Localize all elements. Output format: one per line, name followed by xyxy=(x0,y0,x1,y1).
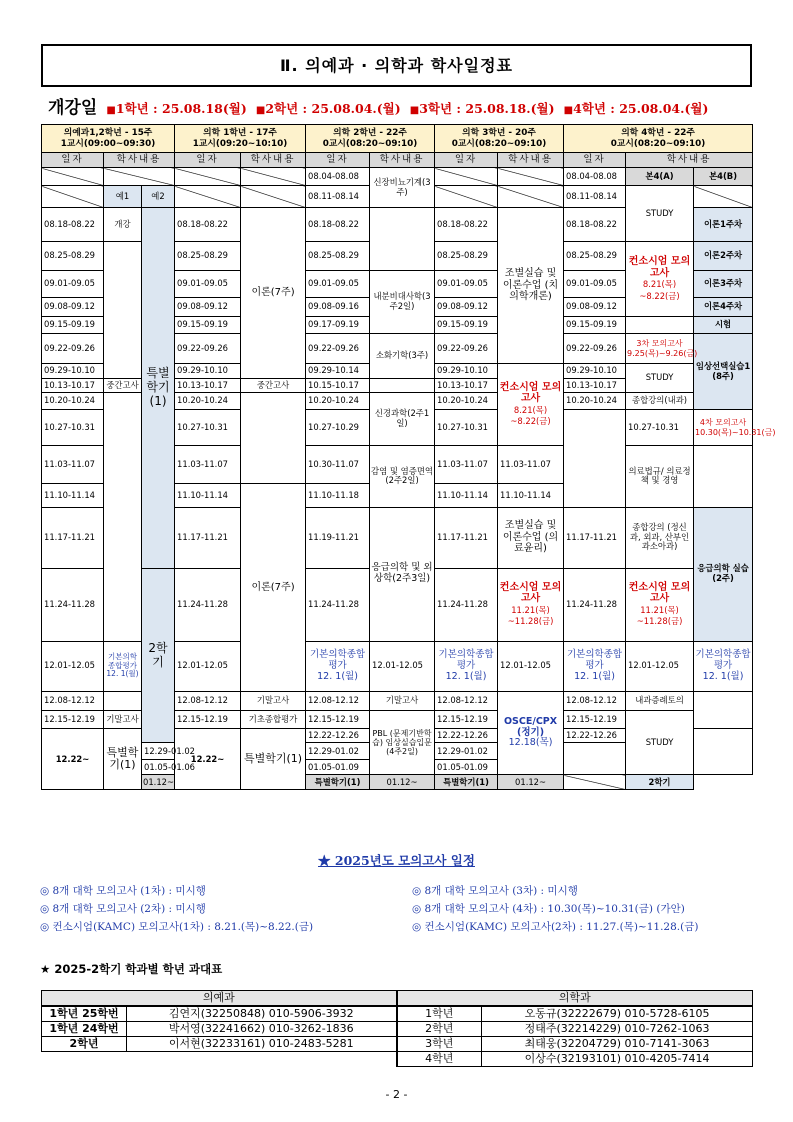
date-cell: 12.15-12.19 xyxy=(564,710,626,729)
empty-cell xyxy=(241,186,306,208)
rep-info: 박서영(32241662) 010-3262-1836 xyxy=(127,1022,397,1037)
date-cell: 09.08-09.12 xyxy=(435,298,498,317)
date-cell: 01.12~ xyxy=(142,775,175,790)
m3-clin2: 조별실습 및 이론수업 (의료윤리) xyxy=(498,507,564,568)
m4-internal: 내과증례토의 xyxy=(626,691,694,710)
date-cell: 11.17-11.21 xyxy=(564,507,626,568)
m2-emerg: 응급의학 및 외상학(2주3일) xyxy=(370,507,435,641)
date-cell: 10.20-10.24 xyxy=(435,393,498,410)
date-cell: 12.29-01.02 xyxy=(306,743,370,760)
rep-info: 이상수(32193101) 010-4205-7414 xyxy=(482,1052,753,1067)
empty-cell xyxy=(175,186,241,208)
m4-study2: STUDY xyxy=(626,364,694,393)
date-cell: 08.25-08.29 xyxy=(175,242,241,271)
m2-final: 기말고사 xyxy=(370,691,435,710)
col-header-premed: 의예과1,2학년 - 15주 1교시(09:00~09:30) xyxy=(42,125,175,153)
date-cell: 12.22-12.26 xyxy=(306,729,370,743)
date-cell: 12.01-12.05 xyxy=(175,641,241,691)
rep-year: 1학년 xyxy=(397,1006,482,1022)
subheader-date: 일자 xyxy=(306,153,370,168)
date-cell: 01.12~ xyxy=(498,775,564,790)
date-cell: 09.08-09.12 xyxy=(42,298,104,317)
m3-clin1: 조별실습 및 이론수업 (치의학개론) xyxy=(498,208,564,364)
date-cell: 10.27-10.31 xyxy=(435,410,498,446)
mock-item: ◎ 8개 대학 모의고사 (2차) : 미시행 xyxy=(40,903,206,915)
m3-osce: OSCE/CPX (정기) 12.18(목) xyxy=(498,691,564,775)
subheader-content: 학사내용 xyxy=(626,153,753,168)
date-cell: 11.24-11.28 xyxy=(564,568,626,641)
date-cell: 09.08-09.16 xyxy=(306,298,370,317)
date-cell: 11.10-11.14 xyxy=(175,484,241,507)
rep-info: 오동규(32222679) 010-5728-6105 xyxy=(482,1006,753,1022)
date-cell: 10.27-10.31 xyxy=(42,410,104,446)
rep-year: 1학년 25학번 xyxy=(42,1006,127,1022)
date-cell: 08.25-08.29 xyxy=(306,242,370,271)
date-cell: 09.29-10.10 xyxy=(435,364,498,379)
m1-midterm: 중간고사 xyxy=(241,379,306,393)
m3-special-sem: 특별학기(1) xyxy=(435,775,498,790)
date-cell: 12.15-12.19 xyxy=(435,710,498,729)
date-cell: 12.01-12.05 xyxy=(626,641,694,691)
rep-year: 2학년 xyxy=(397,1022,482,1037)
date-cell: 08.25-08.29 xyxy=(564,242,626,271)
m4-t4: 이론4주차 xyxy=(694,298,753,317)
m1-basic-comp: 기초종합평가 xyxy=(241,710,306,729)
date-cell: 09.22-09.26 xyxy=(42,334,104,364)
date-cell: 10.13-10.17 xyxy=(564,379,626,393)
m4-t2: 이론2주차 xyxy=(694,242,753,271)
date-cell: 10.20-10.24 xyxy=(175,393,241,410)
date-cell: 12.29-01.02 xyxy=(435,743,498,760)
rep-year: 3학년 xyxy=(397,1037,482,1052)
date-cell: 10.13-10.17 xyxy=(175,379,241,393)
empty-cell xyxy=(42,168,104,186)
date-cell: 11.17-11.21 xyxy=(435,507,498,568)
date-cell: 08.04-08.08 xyxy=(564,168,626,186)
date-cell: 11.03-11.07 xyxy=(498,446,564,484)
mock-item: ◎ 8개 대학 모의고사 (4차) : 10.30(목)~10.31(금) (가안) xyxy=(412,903,685,915)
premed-empty xyxy=(104,242,142,379)
date-cell: 01.12~ xyxy=(370,775,435,790)
date-cell: 10.30-11.07 xyxy=(306,446,370,484)
m1-empty xyxy=(241,393,306,484)
m1-theory2: 이론(7주) xyxy=(241,484,306,691)
date-cell: 09.29-10.10 xyxy=(175,364,241,379)
m2-infect: 감염 및 염증면역(2주2일) xyxy=(370,446,435,508)
premed-final: 기말고사 xyxy=(104,710,142,729)
m2-endo: 내분비대사학(3주2일) xyxy=(370,271,435,334)
date-cell: 09.29-10.10 xyxy=(42,364,104,379)
m2-special-sem: 특별학기(1) xyxy=(306,775,370,790)
mock-item: ◎ 컨소시엄(KAMC) 모의고사(1차) : 8.21.(목)~8.22.(금) xyxy=(40,921,314,933)
date-cell: 12.29-01.02 xyxy=(142,743,175,760)
schedule-table xyxy=(41,124,776,790)
m3-mock1: 컨소시엄 모의고사 8.21(목) ~8.22(금) xyxy=(498,364,564,446)
m4-emerg: 응급의학 실습 (2주) xyxy=(694,507,753,641)
empty-cell xyxy=(435,168,498,186)
date-cell: 11.10-11.14 xyxy=(435,484,498,507)
date-cell: 11.24-11.28 xyxy=(306,568,370,641)
m4-mock4: 4차 모의고사 10.30(목)~10.31(금) xyxy=(694,410,753,446)
date-cell: 09.01-09.05 xyxy=(306,271,370,298)
empty-cell xyxy=(694,186,753,208)
premed-date-end: 12.22~ xyxy=(42,729,104,790)
reps-title: ★ 2025-2학기 학과별 학년 과대표 xyxy=(40,962,223,976)
rep-year: 4학년 xyxy=(397,1052,482,1067)
mock-item: ◎ 컨소시엄(KAMC) 모의고사(2차) : 11.27.(목)~11.28.(금) xyxy=(412,921,699,933)
m4-law: 의료법규/ 의료정책 및 경영 xyxy=(626,446,694,508)
date-cell: 09.01-09.05 xyxy=(42,271,104,298)
m2-empty xyxy=(370,379,435,393)
date-cell: 10.13-10.17 xyxy=(435,379,498,393)
mock-item: ◎ 8개 대학 모의고사 (1차) : 미시행 xyxy=(40,885,206,897)
rep-year: 1학년 24학번 xyxy=(42,1022,127,1037)
m1-basic-eval: 기본의학종합평가 12. 1(월) xyxy=(306,641,370,691)
m2-basic-eval: 기본의학종합평가 12. 1(월) xyxy=(435,641,498,691)
date-cell: 01.05-01.09 xyxy=(435,760,498,775)
reps-table xyxy=(41,990,753,1067)
date-cell: 12.08-12.12 xyxy=(306,691,370,710)
empty-cell xyxy=(175,168,241,186)
empty-cell xyxy=(42,1052,127,1067)
empty-cell xyxy=(42,186,104,208)
date-cell: 11.03-11.07 xyxy=(175,446,241,484)
date-cell: 12.08-12.12 xyxy=(435,691,498,710)
date-cell: 11.19-11.21 xyxy=(306,507,370,568)
date-cell: 12.08-12.12 xyxy=(42,691,104,710)
m4-mock5: 컨소시엄 모의고사 11.21(목) ~11.28(금) xyxy=(626,568,694,641)
date-cell: 10.20-10.24 xyxy=(42,393,104,410)
m2-neuro: 신장비뇨기계(3주) xyxy=(370,168,435,208)
m4-mock3: 3차 모의고사 9.25(목)~9.26(금) xyxy=(626,334,694,364)
opening-year1: ■1학년 : 25.08.18(월) xyxy=(106,101,247,116)
opening-year4: ■4학년 : 25.08.04.(월) xyxy=(563,101,709,116)
premed-empty xyxy=(104,393,142,642)
date-cell: 10.20-10.24 xyxy=(306,393,370,410)
date-cell: 10.20-10.24 xyxy=(564,393,626,410)
date-cell: 09.08-09.12 xyxy=(564,298,626,317)
date-cell: 01.05-01.09 xyxy=(306,760,370,775)
date-cell: 09.17-09.19 xyxy=(306,317,370,334)
empty-cell xyxy=(127,1052,397,1067)
empty-cell xyxy=(498,168,564,186)
date-cell: 09.15-09.19 xyxy=(435,317,498,334)
m4-t1: 이론1주차 xyxy=(694,208,753,242)
m4-t3: 이론3주차 xyxy=(694,271,753,298)
date-cell: 12.01-12.05 xyxy=(370,641,435,691)
m2-empty xyxy=(370,208,435,271)
date-cell: 09.01-09.05 xyxy=(564,271,626,298)
premed-basic-eval: 기본의학종합평가 12. 1(월) xyxy=(104,641,142,691)
date-cell: 11.17-11.21 xyxy=(175,507,241,568)
page-title: Ⅱ. 의예과 · 의학과 학사일정표 xyxy=(41,44,752,87)
subheader-content: 학사내용 xyxy=(104,153,175,168)
premed-ye1: 예1 xyxy=(104,186,142,208)
date-cell: 11.24-11.28 xyxy=(175,568,241,641)
mock-item: ◎ 8개 대학 모의고사 (3차) : 미시행 xyxy=(412,885,578,897)
date-cell: 08.11-08.14 xyxy=(306,186,370,208)
page-number: - 2 - xyxy=(385,1088,408,1101)
date-cell: 09.22-09.26 xyxy=(435,334,498,364)
rep-info: 김연지(32250848) 010-5906-3932 xyxy=(127,1006,397,1022)
opening-dates xyxy=(48,93,712,118)
date-cell: 11.10-11.18 xyxy=(306,484,370,507)
date-cell: 10.27-10.31 xyxy=(175,410,241,446)
date-cell: 09.15-09.19 xyxy=(175,317,241,334)
date-cell: 08.18-08.22 xyxy=(306,208,370,242)
empty-cell xyxy=(241,168,306,186)
reps-premed-header: 의예과 xyxy=(42,991,397,1007)
premed-special-sem2: 특별학기(1) xyxy=(104,729,142,790)
date-cell: 09.01-09.05 xyxy=(175,271,241,298)
rep-info: 정태주(32214229) 010-7262-1063 xyxy=(482,1022,753,1037)
date-cell: 09.08-09.12 xyxy=(175,298,241,317)
m4-study: STUDY xyxy=(626,186,694,242)
col-header-m1: 의학 1학년 - 17주 1교시(09:20~10:10) xyxy=(175,125,306,153)
subheader-content: 학사내용 xyxy=(370,153,435,168)
m3-mock2: 컨소시엄 모의고사 11.21(목) ~11.28(금) xyxy=(498,568,564,641)
m2-nerve: 신경과학(2주1일) xyxy=(370,393,435,446)
date-cell: 01.05-01.06 xyxy=(142,760,175,775)
m4-exam: 시험 xyxy=(694,317,753,334)
opening-year2: ■2학년 : 25.08.04.(월) xyxy=(255,101,401,116)
rep-info: 최태웅(32204729) 010-7141-3063 xyxy=(482,1037,753,1052)
subheader-date: 일자 xyxy=(564,153,626,168)
empty-cell xyxy=(498,186,564,208)
date-cell: 10.27-10.29 xyxy=(306,410,370,446)
opening-year3: ■3학년 : 25.08.18.(월) xyxy=(409,101,555,116)
subheader-content: 학사내용 xyxy=(241,153,306,168)
date-cell: 09.15-09.19 xyxy=(42,317,104,334)
date-cell: 12.08-12.12 xyxy=(564,691,626,710)
rep-year: 2학년 xyxy=(42,1037,127,1052)
premed-ye2: 예2 xyxy=(142,186,175,208)
empty-cell xyxy=(564,775,626,790)
date-cell: 11.03-11.07 xyxy=(435,446,498,484)
subheader-content: 학사내용 xyxy=(498,153,564,168)
reps-med-header: 의학과 xyxy=(397,991,753,1007)
subheader-date: 일자 xyxy=(42,153,104,168)
date-cell: 11.24-11.28 xyxy=(435,568,498,641)
date-cell: 11.10-11.14 xyxy=(42,484,104,507)
premed-midterm: 중간고사 xyxy=(104,379,142,393)
date-cell: 09.22-09.26 xyxy=(564,334,626,364)
date-cell: 12.15-12.19 xyxy=(175,710,241,729)
date-cell: 11.10-11.14 xyxy=(498,484,564,507)
m1-date-end: 12.22~ xyxy=(175,729,241,790)
m4-basic-eval: 기본의학종합평가 12. 1(월) xyxy=(694,641,753,691)
rep-info: 이서현(32233161) 010-2483-5281 xyxy=(127,1037,397,1052)
mock-section-title: ★ 2025년도 모의고사 일정 xyxy=(318,853,475,868)
date-cell: 12.15-12.19 xyxy=(42,710,104,729)
empty-cell xyxy=(435,186,498,208)
date-cell: 12.22-12.26 xyxy=(564,729,626,743)
premed-sem2: 2학기 xyxy=(142,568,175,743)
date-cell: 12.15-12.19 xyxy=(306,710,370,729)
date-cell: 11.17-11.21 xyxy=(42,507,104,568)
m1-final: 기말고사 xyxy=(241,691,306,710)
m4-main-b: 본4(B) xyxy=(694,168,753,186)
date-cell: 12.01-12.05 xyxy=(498,641,564,691)
date-cell: 09.15-09.19 xyxy=(564,317,626,334)
date-cell: 11.24-11.28 xyxy=(42,568,104,641)
col-header-m3: 의학 3학년 - 20주 0교시(08:20~09:10) xyxy=(435,125,564,153)
date-cell: 08.18-08.22 xyxy=(175,208,241,242)
date-cell: 08.18-08.22 xyxy=(42,208,104,242)
m1-special-sem: 특별학기(1) xyxy=(241,729,306,790)
date-cell: 12.01-12.05 xyxy=(42,641,104,691)
m2-pbl: PBL (문제기반학습) 임상실습입문 (4주2일) xyxy=(370,710,435,775)
premed-special-sem: 특별학기(1) xyxy=(142,208,175,569)
m4-clinical: 임상선택실습1 (8주) xyxy=(694,334,753,410)
m2-digest: 소화기학(3주) xyxy=(370,334,435,379)
m4-sem2: 2학기 xyxy=(626,775,694,790)
date-cell: 08.25-08.29 xyxy=(435,242,498,271)
date-cell: 09.22-09.26 xyxy=(175,334,241,364)
m4-general: 종합강의(내과) xyxy=(626,393,694,410)
premed-empty xyxy=(104,691,142,710)
col-header-m2: 의학 2학년 - 22주 0교시(08:20~09:10) xyxy=(306,125,435,153)
date-cell: 12.22-12.26 xyxy=(435,729,498,743)
date-cell: 10.13-10.17 xyxy=(42,379,104,393)
m4-empty xyxy=(626,317,694,334)
m3-empty xyxy=(564,410,626,508)
date-cell: 11.03-11.07 xyxy=(42,446,104,484)
m4-study3: STUDY xyxy=(626,710,694,775)
date-cell: 10.15-10.17 xyxy=(306,379,370,393)
date-cell: 09.01-09.05 xyxy=(435,271,498,298)
m4-general2: 종합강의 (정신과, 외과, 산부인과소아과) xyxy=(626,507,694,568)
premed-gaegang: 개강 xyxy=(104,208,142,242)
date-cell: 09.22-09.26 xyxy=(306,334,370,364)
date-cell: 09.29-10.10 xyxy=(564,364,626,379)
m4-main-a: 본4(A) xyxy=(626,168,694,186)
date-cell: 08.11-08.14 xyxy=(564,186,626,208)
m1-theory: 이론(7주) xyxy=(241,208,306,379)
m4-empty xyxy=(694,729,753,775)
subheader-date: 일자 xyxy=(435,153,498,168)
date-cell: 08.18-08.22 xyxy=(564,208,626,242)
subheader-date: 일자 xyxy=(175,153,241,168)
date-cell: 10.27-10.31 xyxy=(626,410,694,446)
date-cell: 08.25-08.29 xyxy=(42,242,104,271)
date-cell: 12.08-12.12 xyxy=(175,691,241,710)
m3-basic-eval: 기본의학종합평가 12. 1(월) xyxy=(564,641,626,691)
date-cell: 09.29-10.14 xyxy=(306,364,370,379)
opening-label: 개강일 xyxy=(48,98,98,118)
m4-mock: 컨소시엄 모의고사 8.21(목) ~8.22(금) xyxy=(626,242,694,317)
date-cell: 08.04-08.08 xyxy=(306,168,370,186)
date-cell: 08.18-08.22 xyxy=(435,208,498,242)
empty-cell xyxy=(104,168,175,186)
col-header-m4: 의학 4학년 - 22주 0교시(08:20~09:10) xyxy=(564,125,753,153)
